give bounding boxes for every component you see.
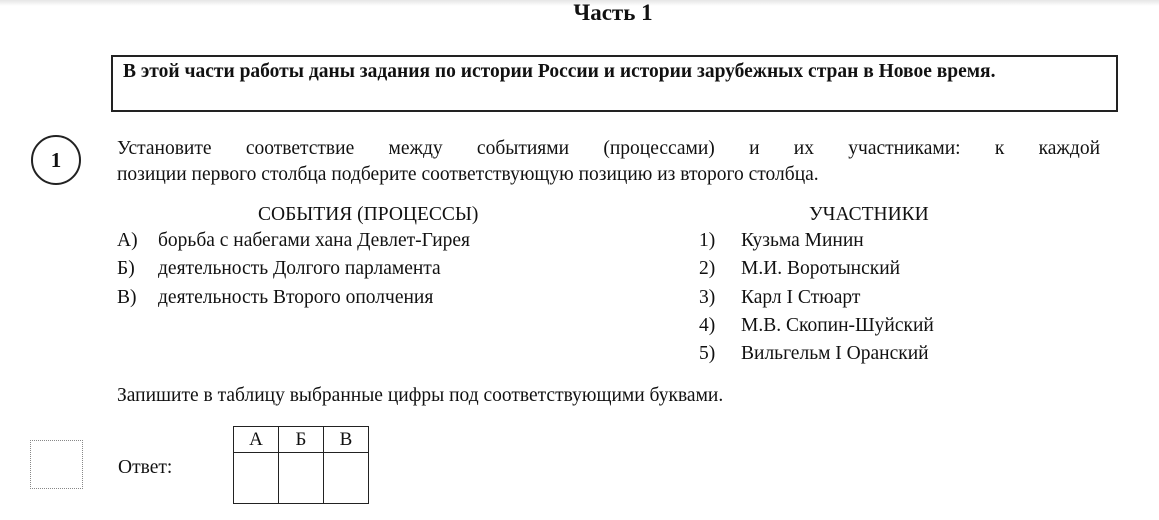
answer-table bbox=[233, 426, 369, 504]
participant-key: 3) bbox=[699, 286, 716, 308]
participant-text: М.И. Воротынский bbox=[741, 258, 901, 280]
answer-col-a: А bbox=[234, 427, 279, 453]
answer-col-b: Б bbox=[279, 427, 324, 453]
answer-col-v: В bbox=[324, 427, 369, 453]
participants-header: УЧАСТНИКИ bbox=[809, 204, 929, 225]
participant-text: Кузьма Минин bbox=[741, 230, 864, 251]
intro-text: В этой части работы даны задания по истории России и истории зарубежных стран в Новое время. bbox=[123, 61, 996, 82]
score-box bbox=[30, 440, 83, 489]
event-key: В) bbox=[117, 286, 137, 308]
participant-text: М.В. Скопин-Шуйский bbox=[741, 314, 934, 336]
task-text-line1: Установите соответствие между событиями (процессами) и их участниками: к каждой bbox=[117, 138, 1100, 159]
participant-key: 1) bbox=[699, 230, 716, 251]
event-key: А) bbox=[117, 230, 138, 251]
event-text: борьба с набегами хана Девлет-Гирея bbox=[158, 230, 471, 251]
task-number: 1 bbox=[31, 135, 81, 185]
participant-key: 4) bbox=[699, 314, 716, 336]
part-title: Часть 1 bbox=[573, 0, 653, 25]
task-text-line2: позиции первого столбца подберите соответствующую позицию из второго столбца. bbox=[117, 164, 819, 185]
participant-key: 2) bbox=[699, 258, 716, 280]
intro-box bbox=[111, 55, 1118, 112]
answer-cell-v[interactable] bbox=[324, 453, 369, 504]
event-text: деятельность Долгого парламента bbox=[158, 258, 441, 280]
answer-cell-b[interactable] bbox=[279, 453, 324, 504]
answer-cell-a[interactable] bbox=[234, 453, 279, 504]
instruction: Запишите в таблицу выбранные цифры под соответствующими буквами. bbox=[117, 385, 724, 406]
events-header: СОБЫТИЯ (ПРОЦЕССЫ) bbox=[258, 204, 479, 225]
answer-label: Ответ: bbox=[118, 457, 173, 478]
participant-text: Карл I Стюарт bbox=[741, 286, 861, 308]
event-text: деятельность Второго ополчения bbox=[158, 286, 434, 308]
participant-key: 5) bbox=[699, 343, 716, 365]
participant-text: Вильгельм I Оранский bbox=[741, 343, 929, 365]
event-key: Б) bbox=[117, 258, 135, 280]
